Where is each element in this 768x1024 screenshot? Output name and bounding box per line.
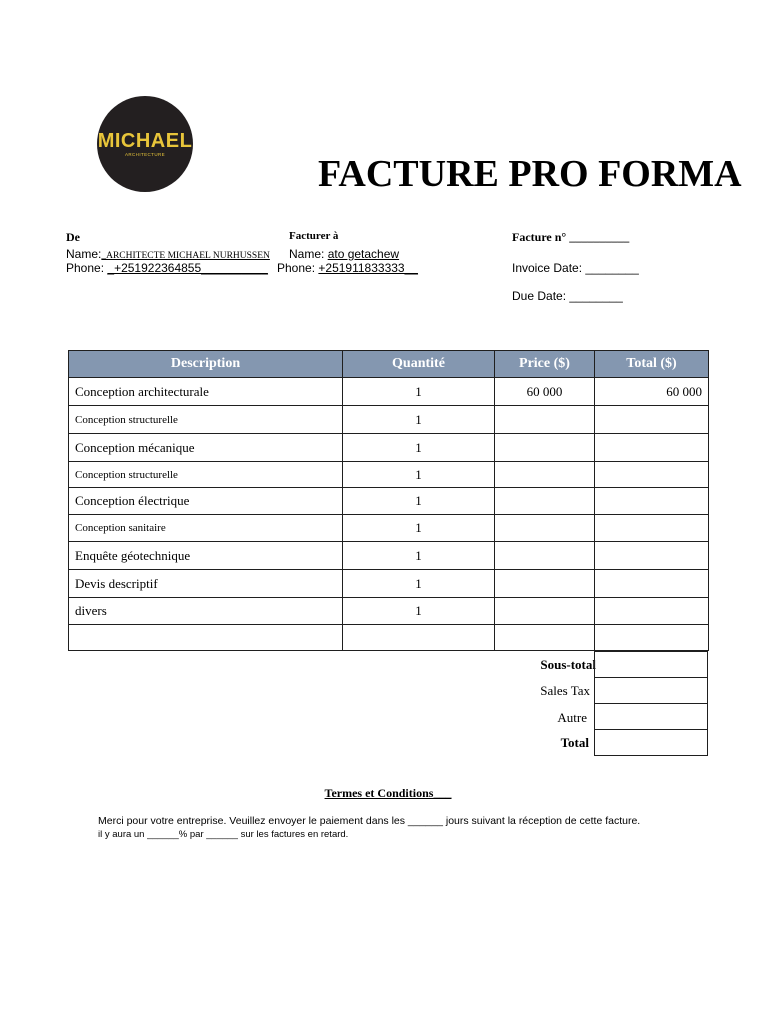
row-quantity: 1 [343,570,495,598]
table-row [69,515,709,542]
total-label: Total [560,735,589,750]
table-row [69,488,709,515]
subtotal-box [594,651,708,678]
row-price [495,625,595,651]
table-row [69,598,709,625]
row-price [495,570,595,598]
table-row [69,462,709,488]
row-description: Enquête géotechnique [69,542,343,570]
logo-subtitle: ARCHITECTURE [124,152,166,157]
header-total: Total ($) [595,351,709,378]
invoice-number: Facture n° __________ [512,230,630,244]
terms-line-1: Merci pour votre entreprise. Veuillez envoyer le paiement dans les ______ jours suivant la réception de cette facture. [98,815,641,827]
row-quantity: 1 [343,434,495,462]
row-description: Devis descriptif [69,570,343,598]
bill-to-name-value: ato getachew [327,247,400,261]
due-date: Due Date: ________ [512,289,623,303]
row-price [495,515,595,542]
row-total [595,434,709,462]
row-total [595,570,709,598]
invoice-date: Invoice Date: ________ [512,261,639,275]
table-row [69,570,709,598]
row-total [595,625,709,651]
row-description: Conception structurelle [69,462,343,488]
row-description: Conception structurelle [69,406,343,434]
row-price [495,598,595,625]
sales-tax-box [594,677,708,704]
terms-title: Termes et Conditions___ [324,786,452,800]
terms-line-2: il y aura un ______% par ______ sur les factures en retard. [98,829,349,840]
bill-to-label: Facturer à [289,230,339,242]
logo-wordmark: MICHAEL [97,130,193,152]
row-quantity [343,625,495,651]
bill-to-name-label: Name: [289,247,325,261]
table-row [69,625,709,651]
row-price [495,406,595,434]
from-phone-label: Phone: [66,261,105,275]
from-name-label: Name: [66,247,102,261]
row-description [69,625,343,651]
bill-to-phone-line [277,261,418,275]
row-total: 60 000 [595,378,709,406]
table-row [69,542,709,570]
from-name-value: _ARCHITECTE MICHAEL NURHUSSEN [101,251,270,261]
row-price: 60 000 [495,378,595,406]
document-title: FACTURE PRO FORMA [318,153,742,195]
table-row [69,406,709,434]
table-header-row [69,351,709,378]
row-description: Conception sanitaire [69,515,343,542]
row-quantity: 1 [343,488,495,515]
row-quantity: 1 [343,406,495,434]
row-description: divers [69,598,343,625]
row-description: Conception mécanique [69,434,343,462]
bill-to-phone-label: Phone: [277,261,316,275]
row-total [595,462,709,488]
row-quantity: 1 [343,378,495,406]
bill-to-name-line [289,247,399,261]
row-total [595,406,709,434]
header-quantity: Quantité [343,351,495,378]
table-row [69,378,709,406]
row-total [595,598,709,625]
bill-to-phone-value: +251911833333__ [318,261,418,275]
row-quantity: 1 [343,542,495,570]
row-price [495,462,595,488]
row-price [495,434,595,462]
row-total [595,542,709,570]
from-phone-line [66,261,268,275]
row-total [595,515,709,542]
row-total [595,488,709,515]
row-quantity: 1 [343,462,495,488]
row-quantity: 1 [343,598,495,625]
from-phone-value: _+251922364855__________ [107,261,268,275]
company-logo [97,96,193,192]
other-box [594,703,708,730]
row-quantity: 1 [343,515,495,542]
row-price [495,488,595,515]
items-table [68,350,709,651]
from-name-line [66,247,270,261]
sales-tax-label: Sales Tax [540,683,590,698]
other-label: Autre [557,710,587,725]
total-box [594,729,708,756]
row-price [495,542,595,570]
row-description: Conception architecturale [69,378,343,406]
header-price: Price ($) [495,351,595,378]
row-description: Conception électrique [69,488,343,515]
header-description: Description [69,351,343,378]
table-row [69,434,709,462]
subtotal-label: Sous-total [540,657,596,672]
from-label: De [66,230,80,244]
